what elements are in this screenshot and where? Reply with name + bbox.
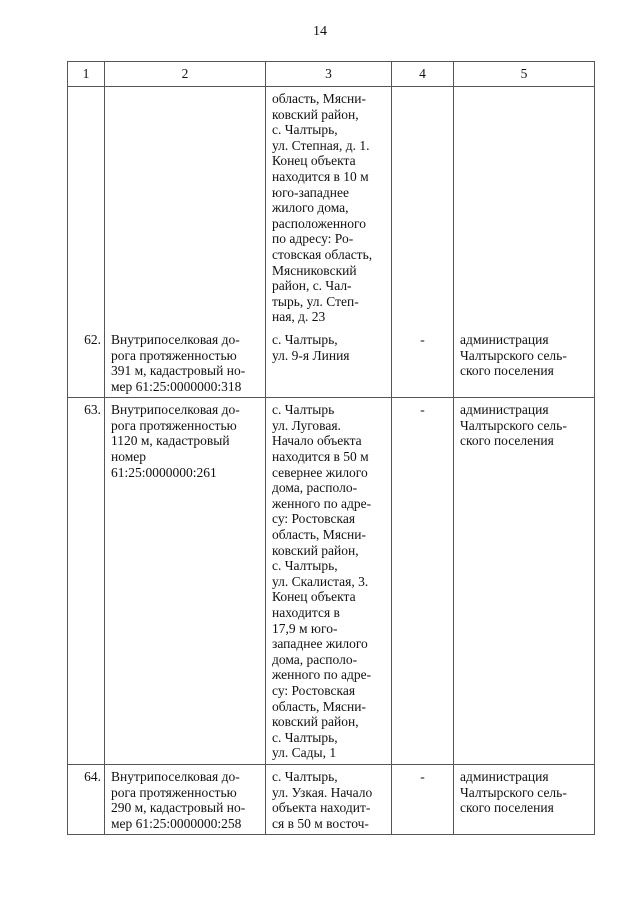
road-location: с. Чалтырь ул. Луговая. Начало объекта находится в 50 м севернее жилого дома, располо- женного по адре- су: Ростовская область, Мясни- ковский район, с. Чалтырь, ул. Скалистая, 3. Конец объекта находится в 17,9 м юго- западнее жилого дома, располо- женного по адре- су: Ростовская область, Мясни- ковский район, с. Чалтырь, ул. Сады, 1: [272, 402, 372, 761]
owner: администрация Чалтырского сель- ского поселения: [460, 331, 567, 379]
road-name: Внутрипоселковая до- рога протяженностью 1120 м, кадастровый номер 61:25:0000000:261: [111, 402, 240, 480]
header-col-1: 1: [68, 62, 105, 87]
header-col-4: 4: [392, 62, 454, 87]
road-name: Внутрипоселковая до- рога протяженностью 391 м, кадастровый но- мер 61:25:0000000:318: [111, 331, 246, 394]
row-number: 64.: [84, 768, 101, 784]
road-location: с. Чалтырь, ул. Узкая. Начало объекта находит- ся в 50 м восточ-: [272, 768, 373, 831]
road-registry-table: [67, 61, 595, 835]
col4-value: [392, 87, 453, 94]
table-row: [68, 764, 595, 834]
header-col-5: 5: [454, 62, 595, 87]
row-number: 62.: [84, 331, 101, 347]
page-number: 14: [313, 24, 327, 39]
road-name: [105, 87, 265, 94]
table-header-row: [68, 62, 595, 87]
road-location: область, Мясни- ковский район, с. Чалтырь, ул. Степная, д. 1. Конец объекта находится в 10 м юго-западнее жилого дома, расположенного по адресу: Ро- стовская область, Мясниковский район, с. Чал- тырь, ул. Степ- ная, д. 23: [272, 91, 373, 325]
col4-value: -: [420, 768, 425, 784]
owner: администрация Чалтырского сель- ского поселения: [460, 402, 567, 449]
owner: [454, 87, 594, 94]
table-row: [68, 328, 595, 398]
owner: администрация Чалтырского сель- ского поселения: [460, 768, 567, 816]
table-row: [68, 398, 595, 765]
road-name: Внутрипоселковая до- рога протяженностью 290 м, кадастровый но- мер 61:25:0000000:258: [111, 768, 246, 831]
row-number: [68, 87, 104, 94]
header-col-2: 2: [105, 62, 266, 87]
road-location: с. Чалтырь, ул. 9-я Линия: [272, 331, 350, 363]
col4-value: -: [420, 331, 425, 347]
header-col-3: 3: [266, 62, 392, 87]
col4-value: -: [420, 402, 425, 418]
table-row-continuation: [68, 87, 595, 328]
row-number: 63.: [84, 402, 101, 418]
